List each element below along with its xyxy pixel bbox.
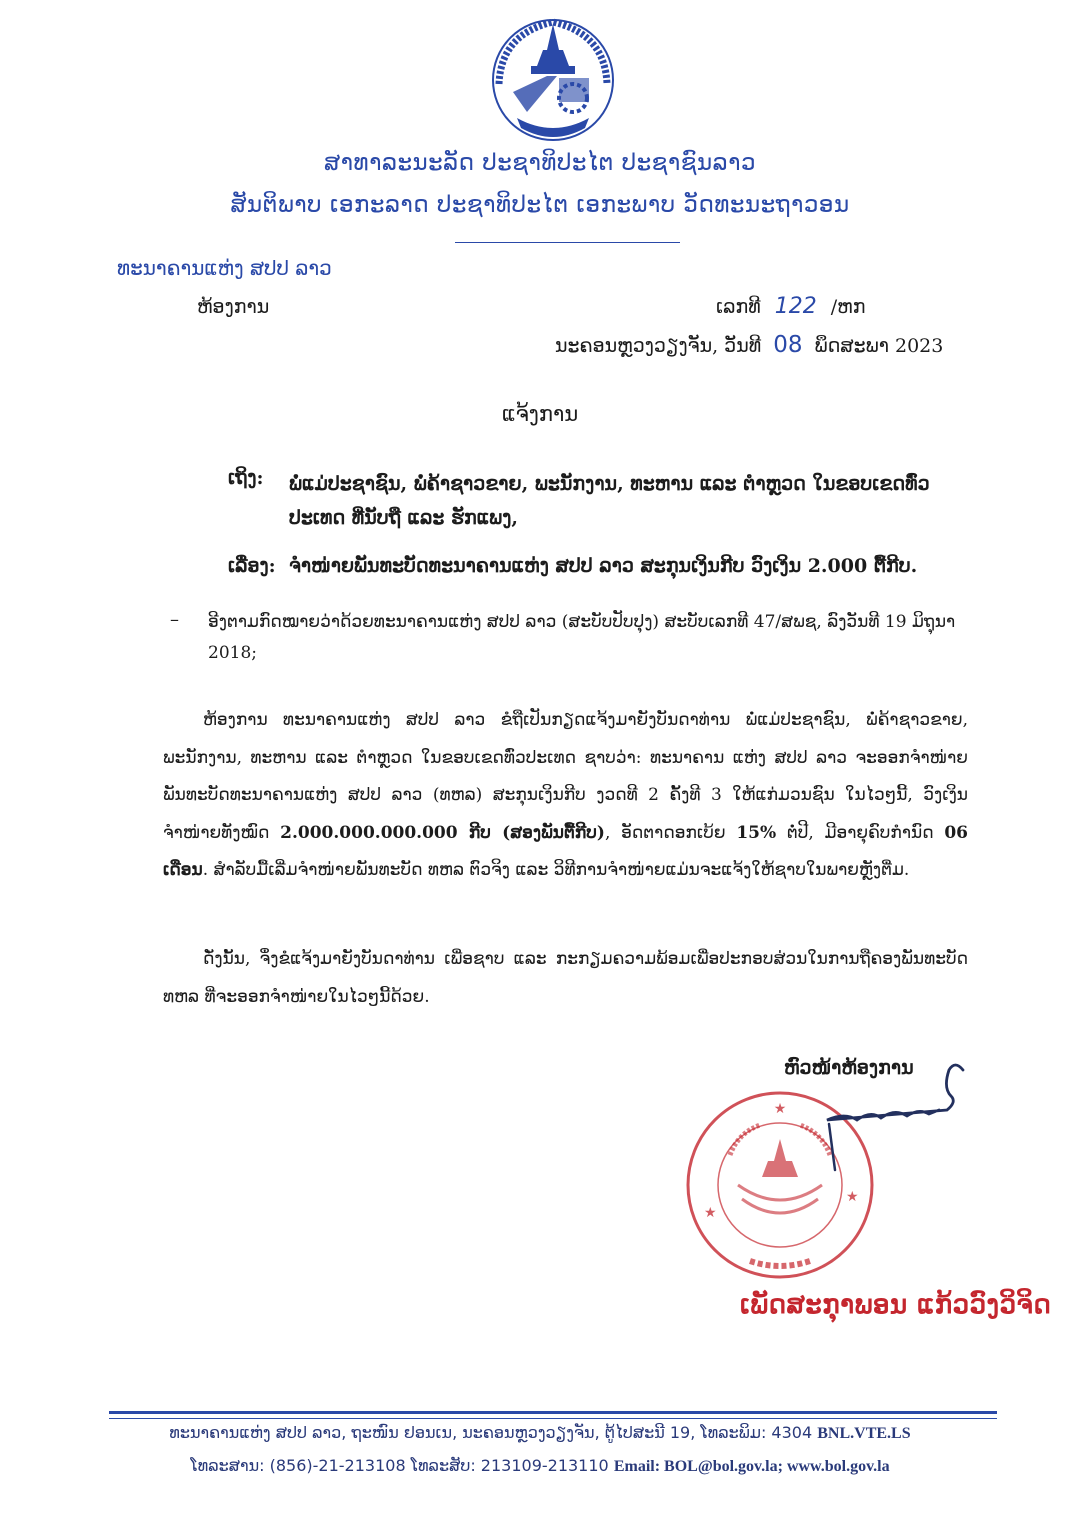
handwritten-signature-icon <box>815 1058 995 1173</box>
bond-amount: 2.000.000.000.000 ກີບ (ສອງພັນຕື້ກີບ) <box>280 822 605 843</box>
document-date <box>555 332 943 358</box>
notice-title: ແຈ້ງການ <box>501 402 579 426</box>
date-month-year: ພຶດສະພາ 2023 <box>814 335 944 357</box>
subject-label: ເລື່ອງ: <box>228 555 276 577</box>
date-day: 08 <box>773 332 803 358</box>
footer-phone-text: ໂທລະສານ: (856)-21-213108 ໂທລະສັບ: 213109-213110 <box>190 1456 614 1475</box>
svg-text:★: ★ <box>846 1189 859 1205</box>
bond-term: 06 ເດືອນ <box>163 822 968 880</box>
footer-divider <box>109 1411 997 1414</box>
footer-divider-thin <box>109 1418 997 1419</box>
header-divider <box>455 242 680 243</box>
reference-number <box>716 294 865 319</box>
footer-contacts <box>0 1456 1080 1476</box>
sender-department: ຫ້ອງການ <box>197 296 270 318</box>
republic-name: ສາທາລະນະລັດ ປະຊາທິປະໄຕ ປະຊາຊົນລາວ <box>323 150 757 176</box>
paragraph1-part-c: ຕໍ່ປີ, ມີອາຍຸຄົບກຳນົດ <box>776 822 945 843</box>
body-paragraph-1 <box>163 702 968 890</box>
date-place: ນະຄອນຫຼວງວຽງຈັນ, ວັນທີ <box>555 335 762 357</box>
body-paragraph-2: ດັ່ງນັ້ນ, ຈຶ່ງຂໍແຈ້ງມາຍັງບັນດາທ່ານ ເພື່ອຊາບ ແລະ ກະກຽມຄວາມພ້ອມເພື່ອປະກອບສ່ວນໃນການຖືຄອງພັນທະບັດ ທຫລ ທີ່ຈະອອກຈຳໜ່າຍໃນໄວໆນີ້ດ້ວຍ. <box>163 949 968 1007</box>
paragraph1-part-b: , ອັດຕາດອກເບ້ຍ <box>604 822 737 843</box>
reference-number-value: 122 <box>774 294 817 319</box>
sender-organization: ທະນາຄານແຫ່ງ ສປປ ລາວ <box>117 256 332 280</box>
subject-text: ຈຳໜ່າຍພັນທະບັດທະນາຄານແຫ່ງ ສປປ ລາວ ສະກຸນເງິນກີບ ວົງເງິນ 2.000 ຕື້ກີບ. <box>289 555 918 577</box>
footer-telex: BNL.VTE.LS <box>817 1425 911 1442</box>
paragraph1-part-d: . ສຳລັບມື້ເລີ່ມຈຳໜ່າຍພັນທະບັດ ທຫລ ຕົວຈິງ ແລະ ວິທີການຈຳໜ່າຍແມ່ນຈະແຈ້ງໃຫ້ຊາບໃນພາຍຫຼັງຕື່ມ. <box>202 860 910 880</box>
national-motto: ສັນຕິພາບ ເອກະລາດ ປະຊາທິປະໄຕ ເອກະພາບ ວັດທະນະຖາວອນ <box>230 192 850 218</box>
svg-text:★: ★ <box>773 1101 787 1117</box>
reference-suffix: /ຫກ <box>830 296 866 318</box>
footer-email-web: Email: BOL@bol.gov.la; www.bol.gov.la <box>613 1458 890 1475</box>
interest-rate: 15% <box>736 822 777 843</box>
svg-text:★: ★ <box>704 1205 717 1221</box>
signatory-name: ເພັດສະກຸາພອນ ແກ້ວວົງວິຈິດ <box>740 1290 1052 1320</box>
footer-address <box>0 1423 1080 1443</box>
legal-reference-text: ອີງຕາມກົດໝາຍວ່າດ້ວຍທະນາຄານແຫ່ງ ສປປ ລາວ (ສະບັບປັບປຸງ) ສະບັບເລກທີ 47/ສພຊ, ລົງວັນທີ 19 ມິຖຸນາ 2018; <box>208 612 956 663</box>
recipient-label: ເຖິງ: <box>228 467 264 489</box>
paragraph1-part-a: ຫ້ອງການ ທະນາຄານແຫ່ງ ສປປ ລາວ ຂໍຖືເປັນກຽດແຈ້ງມາຍັງບັນດາທ່ານ ພໍ່ແມ່ປະຊາຊົນ, ພໍ່ຄ້າຊາວຂາຍ, ພະນັກງານ, ທະຫານ ແລະ ຕຳຫຼວດ ໃນຂອບເຂດທົ່ວປະເທດ ຊາບວ່າ: ທະນາຄານ ແຫ່ງ ສປປ ລາວ ຈະອອກຈຳໜ່າຍພັນທະບັດທະນາຄານແຫ່ງ ສປປ ລາວ (ທຫລ) ສະກຸນເງິນກີບ ງວດທີ 2 ຄັ້ງທີ 3 ໃຫ້ແກ່ມວນຊົນ ໃນໄວໆນີ້, ວົງເງິນຈຳໜ່າຍທັງໝົດ <box>163 710 968 843</box>
lao-national-emblem-icon <box>487 14 619 148</box>
footer-address-text: ທະນາຄານແຫ່ງ ສປປ ລາວ, ຖະໜົນ ຢອນເນ, ນະຄອນຫຼວງວຽງຈັນ, ຕູ້ໄປສະນີ 19, ໂທລະພິມ: 4304 <box>169 1423 818 1442</box>
signatory-title: ຫົວໜ້າຫ້ອງການ <box>784 1057 914 1079</box>
recipient-text: ພໍ່ແມ່ປະຊາຊົນ, ພໍ່ຄ້າຊາວຂາຍ, ພະນັກງານ, ທະຫານ ແລະ ຕຳຫຼວດ ໃນຂອບເຂດທົ່ວປະເທດ ທີ່ນັບຖື ແລະ ຮັກແພງ, <box>289 473 930 529</box>
legal-reference-bullet: – <box>170 609 179 630</box>
reference-label: ເລກທີ <box>716 296 761 318</box>
